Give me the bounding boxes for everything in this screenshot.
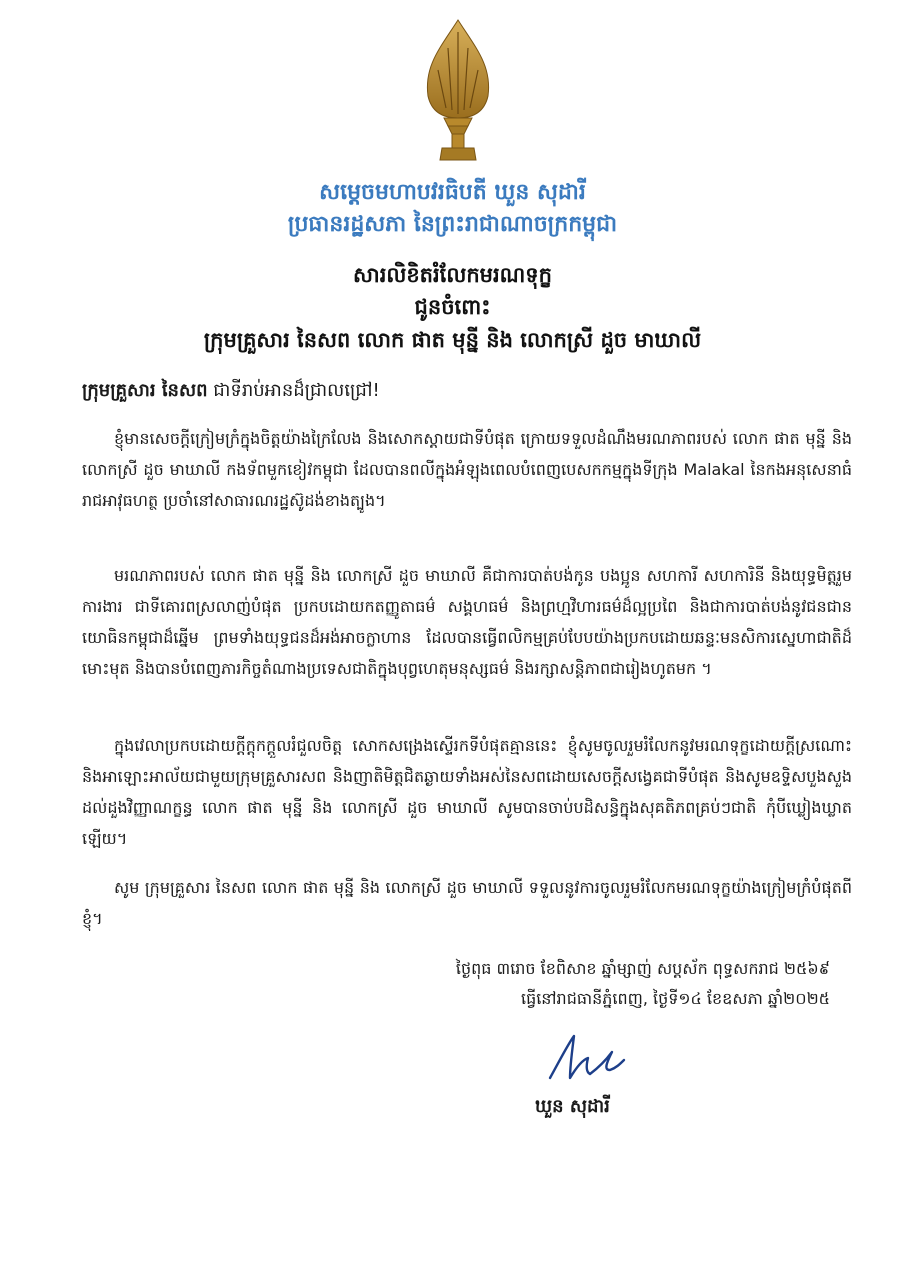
salutation-rest: ជាទីរាប់អានដ៏ជ្រាលជ្រៅ! <box>207 380 380 401</box>
salutation-bold: ក្រុមគ្រួសារ នៃសព <box>82 380 208 401</box>
national-assembly-emblem <box>418 18 498 168</box>
paragraph-1-text: ខ្ញុំមានសេចក្ដីក្រៀមក្រំក្នុងចិត្តយ៉ាងក្រៃលែង និងសោកស្ដាយជាទីបំផុត ក្រោយទទួលដំណឹងមរណភាពរបស់ លោក ផាត មុន្នី និង លោកស្រី ដួច មាឃាលី កងទ័ពមួកខៀវកម្ពុជា ដែលបានពលីក្នុងអំឡុងពេលបំពេញបេសកកម្មក្នុងទីក្រុង Malakal នៃកងអនុសេនាធំរាជអាវុធហត្ថ ប្រចាំនៅសាធារណរដ្ឋស៊ូដង់ខាងត្បូង។ <box>82 429 852 510</box>
letter-recipient: ក្រុមគ្រួសារ នៃសព លោក ផាត មុន្នី និង លោកស្រី ដួច មាឃាលី <box>203 328 702 352</box>
letter-title: សារលិខិតរំលែកមរណទុក្ខ <box>353 263 552 287</box>
paragraph-2-text: មរណភាពរបស់ លោក ផាត មុន្នី និង លោកស្រី ដួច មាឃាលី គឺជាការបាត់បង់កូន បងប្អូន សហការី សហការិនី និងយុទ្ធមិត្តរួមការងារ ជាទីគោរពស្រលាញ់បំផុត ប្រកបដោយកតញ្ញូតាធម៌ សង្គហធម៌ និងព្រហ្មវិហារធម៌ដ៏ល្អប្រពៃ និងជាការបាត់បង់នូវជនជានយោធិនកម្ពុជាដ៏ឆ្នើម ព្រមទាំងយុទ្ធជនដ៏អង់អាចក្លាហាន ដែលបានធ្វើពលិកម្មគ្រប់បែបយ៉ាងប្រកបដោយឆន្ទៈមនសិការស្នេហាជាតិដ៏មោះមុត និងបានបំពេញភារកិច្ចតំណាងប្រទេសជាតិក្នុងបុព្វហេតុមនុស្សធម៌ និងរក្សាសន្តិភាពជារៀងហូតមក ។ <box>82 566 852 678</box>
handwritten-signature <box>540 1030 630 1085</box>
paragraph-3 <box>82 730 852 854</box>
signer-name: ឃួន សុដារី <box>535 1096 610 1117</box>
paragraph-4-text: សូម ក្រុមគ្រួសារ នៃសព លោក ផាត មុន្នី និង លោកស្រី ដួច មាឃាលី ទទួលនូវការចូលរួមរំលែកមរណទុក្ខយ៉ាងក្រៀមក្រំបំផុតពីខ្ញុំ។ <box>82 878 852 928</box>
paragraph-4 <box>82 872 852 934</box>
lunar-date: ថ្ងៃពុធ ៣រោច ខែពិសាខ ឆ្នាំម្សាញ់ សប្តស័ក ពុទ្ធសករាជ ២៥៦៩ <box>455 959 830 978</box>
header-author-position: ប្រធានរដ្ឋសភា នៃព្រះរាជាណាចក្រកម្ពុជា <box>287 212 618 237</box>
header-author-title: សម្ដេចមហាបវរធិបតី ឃួន សុដារី <box>319 180 586 205</box>
paragraph-2 <box>82 560 852 684</box>
solar-date: ធ្វើនៅរាជធានីភ្នំពេញ, ថ្ងៃទី១៤ ខែឧសភា ឆ្នាំ២០២៥ <box>520 989 830 1008</box>
salutation <box>82 378 380 405</box>
paragraph-1 <box>82 423 852 516</box>
paragraph-3-text: ក្នុងវេលាប្រកបដោយក្ដីក្ដុកក្ដួលរំជួលចិត្ត សោកសង្រេងស្ទើរកទីបំផុតគ្មាននេះ ខ្ញុំសូមចូលរួមរំលែកនូវមរណទុក្ខដោយក្ដីស្រណោះ និងអាឡោះអាល័យជាមួយក្រុមគ្រួសារសព និងញាតិមិត្តជិតឆ្ងាយទាំងអស់នៃសពដោយសេចក្ដីសង្វេគជាទីបំផុត និងសូមឧទ្ទិសបួងសួងដល់ដួងវិញ្ញាណក្ខន្ធ លោក ផាត មុន្នី និង លោកស្រី ដួច មាឃាលី សូមបានចាប់បដិសន្ធិក្នុងសុគតិភពគ្រប់ៗជាតិ កុំបីឃ្លៀងឃ្លាតឡើយ។ <box>82 736 852 848</box>
letter-recipient-prefix: ជូនចំពោះ <box>414 295 491 319</box>
